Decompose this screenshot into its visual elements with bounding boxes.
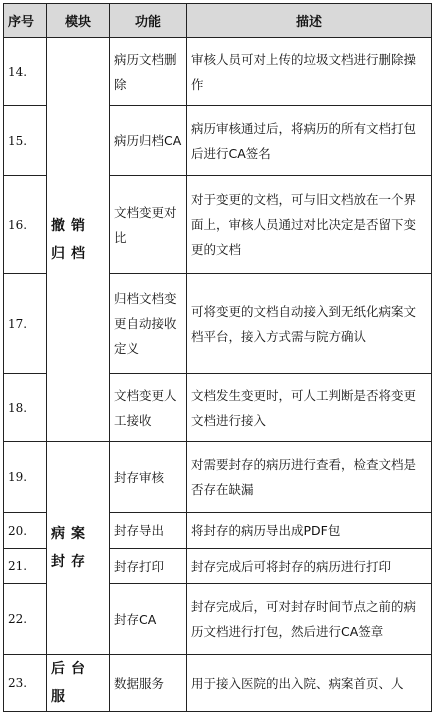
row-index: 14. <box>4 38 47 106</box>
module-record-sealing: 病案封存 <box>47 442 110 655</box>
row-index: 17. <box>4 274 47 374</box>
row-function: 文档变更人工接收 <box>110 374 187 442</box>
row-index: 20. <box>4 513 47 549</box>
table-header-row <box>4 4 432 38</box>
row-function: 封存导出 <box>110 513 187 549</box>
header-function: 功能 <box>110 4 187 38</box>
row-function: 数据服务 <box>110 655 187 712</box>
row-description: 病历审核通过后，将病历的所有文档打包后进行CA签名 <box>187 106 432 176</box>
row-description: 用于接入医院的出入院、病案首页、人 <box>187 655 432 712</box>
row-index: 15. <box>4 106 47 176</box>
row-function: 封存审核 <box>110 442 187 513</box>
row-function: 归档文档变更自动接收定义 <box>110 274 187 374</box>
row-description: 封存完成后可将封存的病历进行打印 <box>187 549 432 584</box>
table-row <box>4 38 432 106</box>
row-description: 将封存的病历导出成PDF包 <box>187 513 432 549</box>
row-description: 对于变更的文档，可与旧文档放在一个界面上，审核人员通过对比决定是否留下变更的文档 <box>187 176 432 274</box>
row-function: 病历文档删除 <box>110 38 187 106</box>
row-function: 封存打印 <box>110 549 187 584</box>
row-index: 23. <box>4 655 47 712</box>
table-row <box>4 655 432 712</box>
row-description: 封存完成后，可对封存时间节点之前的病历文档进行打包，然后进行CA签章 <box>187 584 432 655</box>
row-description: 对需要封存的病历进行查看，检查文档是否存在缺漏 <box>187 442 432 513</box>
row-description: 审核人员可对上传的垃圾文档进行删除操作 <box>187 38 432 106</box>
module-backend-service: 后台服 <box>47 655 110 712</box>
header-module: 模块 <box>47 4 110 38</box>
feature-spec-table <box>3 3 432 712</box>
row-function: 文档变更对比 <box>110 176 187 274</box>
row-index: 19. <box>4 442 47 513</box>
header-description: 描述 <box>187 4 432 38</box>
row-index: 22. <box>4 584 47 655</box>
header-index: 序号 <box>4 4 47 38</box>
row-function: 病历归档CA <box>110 106 187 176</box>
row-description: 可将变更的文档自动接入到无纸化病案文档平台，接入方式需与院方确认 <box>187 274 432 374</box>
row-description: 文档发生变更时，可人工判断是否将变更文档进行接入 <box>187 374 432 442</box>
row-index: 16. <box>4 176 47 274</box>
row-index: 21. <box>4 549 47 584</box>
module-withdraw-archive: 撤销归档 <box>47 38 110 442</box>
table-row <box>4 442 432 513</box>
row-function: 封存CA <box>110 584 187 655</box>
row-index: 18. <box>4 374 47 442</box>
